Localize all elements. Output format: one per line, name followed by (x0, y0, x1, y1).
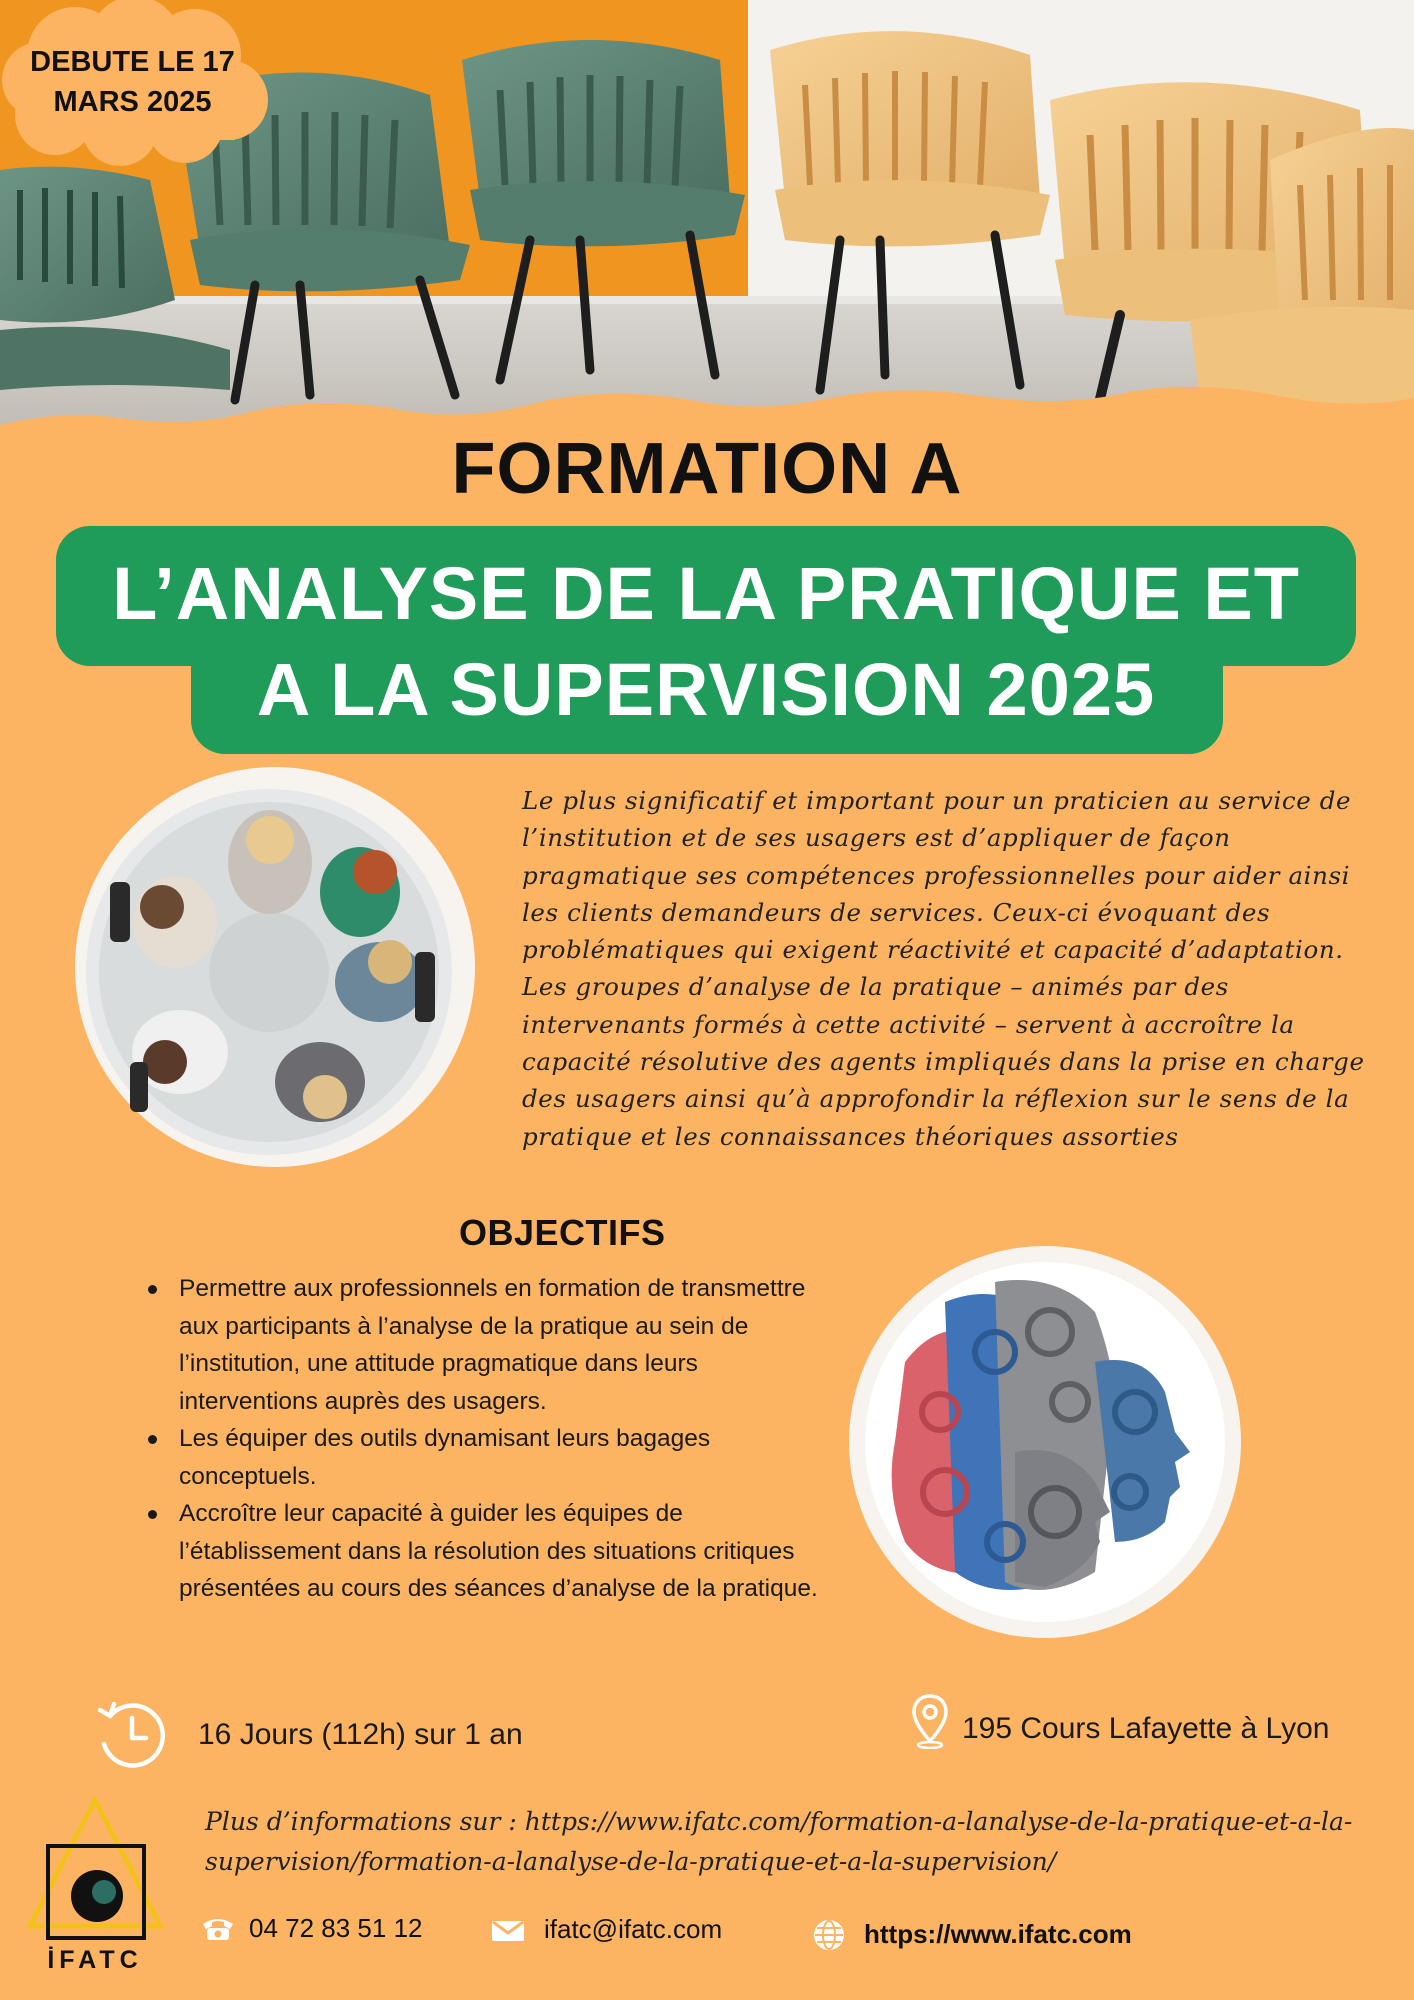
intro-line: Le plus significatif et important pour un praticien au service de (522, 786, 1352, 815)
badge-line-2: MARS 2025 (53, 86, 212, 118)
objective-item: Accroître leur capacité à guider les équipes de l’établissement dans la résolution des situations critiques présentées au cours des séances d’analyse de la pratique. (148, 1495, 828, 1608)
phone-icon (200, 1914, 236, 1942)
intro-line: Les groupes d’analyse de la pratique – animés par des (522, 972, 1229, 1002)
intro-line: problématiques qui exigent réactivité et capacité d’adaptation. (522, 935, 1344, 965)
gear-heads-image (845, 1242, 1245, 1642)
objectives-list (148, 1270, 828, 1608)
clock-icon (92, 1694, 172, 1774)
intro-line: intervenants formés à cette activité – servent à accroître la (522, 1009, 1295, 1039)
globe-icon (812, 1918, 846, 1952)
objective-item: Les équiper des outils dynamisant leurs bagages conceptuels. (148, 1420, 828, 1495)
logo-text: İFATC (47, 1946, 143, 1974)
intro-line: les clients demandeurs de services. Ceux-ci évoquant des (522, 897, 1271, 927)
main-title-line-2: A LA SUPERVISION 2025 (256, 648, 1156, 731)
badge-line-1: DEBUTE LE 17 (30, 46, 235, 78)
objective-item: Permettre aux professionnels en formation de transmettre aux participants à l’analyse de la pratique au sein de l’institution, une attitude pragmatique dans leurs interventions auprès des usagers. (148, 1270, 828, 1420)
intro-line: l’institution et de ses usagers est d’appliquer de façon (522, 823, 1231, 853)
title-formation: FORMATION A (451, 429, 963, 509)
intro-line: pratique et les connaissances théoriques assorties (522, 1121, 1179, 1151)
main-title (56, 546, 1356, 738)
group-discussion-photo (70, 762, 480, 1172)
address-text: 195 Cours Lafayette à Lyon (962, 1712, 1330, 1745)
duration-text: 16 Jours (112h) sur 1 an (198, 1718, 523, 1751)
intro-line: pragmatique ses compétences professionnelles pour aider ainsi (522, 860, 1351, 890)
intro-paragraph (522, 782, 1372, 1155)
email-address[interactable]: ifatc@ifatc.com (544, 1914, 723, 1944)
ifatc-logo (20, 1796, 170, 1976)
objectives-title: OBJECTIFS (459, 1212, 666, 1253)
location-pin-icon (910, 1693, 950, 1749)
main-title-line-1: L’ANALYSE DE LA PRATIQUE ET (112, 552, 1300, 635)
phone-number[interactable]: 04 72 83 51 12 (249, 1913, 423, 1943)
mail-icon (490, 1918, 526, 1944)
intro-line: capacité résolutive des agents impliqués dans la prise en charge (522, 1047, 1365, 1077)
more-info-link[interactable]: Plus d’informations sur : https://www.ifatc.com/formation-a-lanalyse-de-la-pratique-et-a-la-supervision/formation-a-lanalyse-de-la-pratique-et-a-la-supervision/ (205, 1807, 1353, 1876)
intro-line: des usagers ainsi qu’à approfondir la réflexion sur le sens de la (522, 1084, 1350, 1114)
website-link[interactable]: https://www.ifatc.com (864, 1919, 1132, 1949)
hero-photo (0, 0, 1414, 440)
start-date-badge (10, 42, 255, 122)
